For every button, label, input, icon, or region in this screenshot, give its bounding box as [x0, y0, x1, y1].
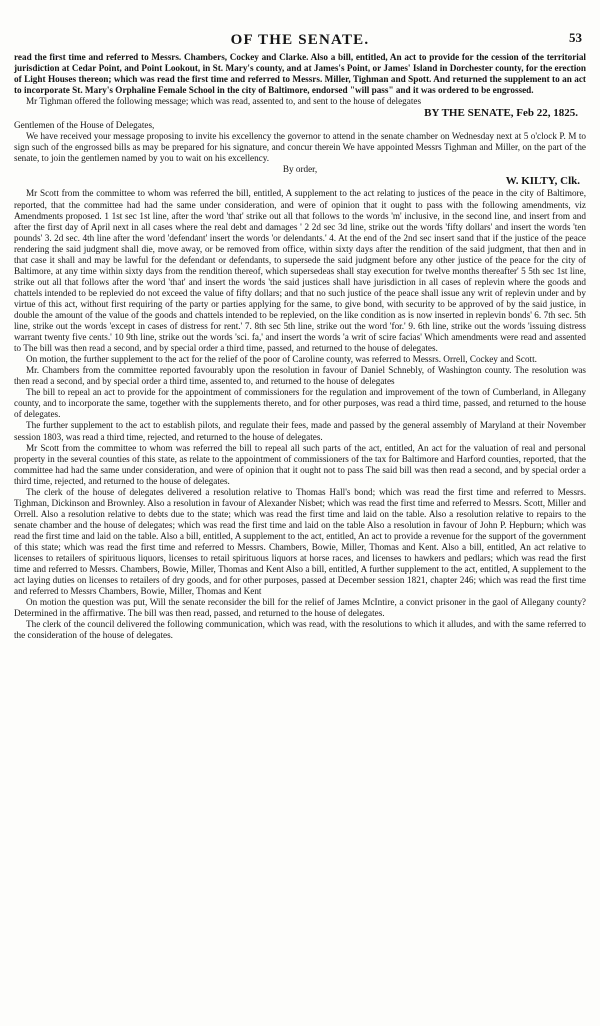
- dateline: BY THE SENATE, Feb 22, 1825.: [424, 107, 578, 120]
- by-order: By order,: [282, 164, 318, 175]
- page-header: [14, 26, 586, 52]
- paragraph-tighman-message: Mr Tighman offered the following message; which was read, assented to, and sent to the house of delegates: [26, 96, 422, 107]
- paragraph-cession-bill: read the first time and referred to Messrs. Chambers, Cockey and Clarke. Also a bill, entitled, An act to provide for the cession of the territorial jurisdiction at Cedar Point, and Point Lookout, in St. Mary's county, and at James's Point, or James' Island in Dorchester county, for the erection of Light Houses thereon; which was read the first time and referred to Messrs. Miller, Tighman and Spott. And returned the supplement to an act to incorporate St. Mary's Orphaline Female School in the city of Baltimore, endorsed "will pass" and it was ordered to be engrossed.: [14, 52, 586, 96]
- paragraph-governor-message: We have received your message proposing to invite his excellency the governor to attend in the senate chamber on Wednesday next at 5 o'clock P. M to sign such of the engrossed bills as may be prepared for his signature, and concur therein We have appointed Messrs Tighman and Miller, on the part of the senate, to join the gentlemen named by you to wait on his excellency.: [14, 131, 586, 164]
- page-number: 53: [569, 30, 582, 45]
- paragraph-pilots-supplement: The further supplement to the act to establish pilots, and regulate their fees, made and passed by the general assembly of Maryland at their November session 1803, was read a third time, rejected, and returned to the house of delegates.: [14, 420, 586, 442]
- paragraph-caroline-poor: On motion, the further supplement to the act for the relief of the poor of Caroline county, was referred to Messrs. Orrell, Cockey and Scott.: [26, 354, 537, 365]
- paragraph-mcintire-reconsider: On motion the question was put, Will the senate reconsider the bill for the relief of James McIntire, a convict prisoner in the gaol of Allegany county? Determined in the affirmative. The bill was then read, passed, and returned to the house of delegates.: [14, 597, 586, 619]
- paragraph-schnebly-resolution: Mr. Chambers from the committee reported favourably upon the resolution in favour of Daniel Schnebly, of Washington county. The resolution was then read a second, and by special order a third time, assented to, and returned to the house of delegates: [14, 365, 586, 387]
- clerk-signature: W. KILTY, Clk.: [505, 175, 580, 188]
- paragraph-valuation-bill: Mr Scott from the committee to whom was referred the bill to repeal all such parts of the act, entitled, An act for the valuation of real and personal property in the several counties of this state, as relate to the appointment of commissioners of the tax for Baltimore and Harford counties, reported, that the committee had had the same under consideration, and were of opinion that it ought not to pass The said bill was then read a second, and by special order a third time, rejected, and returned to the house of delegates.: [14, 442, 586, 486]
- paragraph-cumberland-bill: The bill to repeal an act to provide for the appointment of commissioners for the regulation and improvement of the town of Cumberland, in Allegany county, and to incorporate the same, together with the supplements thereto, and for other purposes, was read a third time, passed, and returned to the house of delegates.: [14, 387, 586, 420]
- paragraph-justices-amendments: Mr Scott from the committee to whom was referred the bill, entitled, A supplement to the act relating to justices of the peace in the city of Baltimore, reported, that the committee had had the same under consideration, and were of opinion that it ought to pass with the following amendments, viz Amendments proposed. 1 1st sec 1st line, after the word 'that' strike out all that follows to the words 'm' inclusive, in the second line, and insert from and after the first day of April next in all cases where the real debt and damages ' 2 2d sec 3d line, strike out the words 'fifty dollars' and insert the words 'ten pounds' 3. 2d sec. 4th line after the word 'defendant' insert the words 'or delendants.' 4. At the end of the 2nd sec insert sand that if the justice of the peace rendering the said judgment shall die, move away, or be removed from office, within sixty days after the rendition of the said judgment, that then and in that case it shall and may be lawful for the defendant or defendants, to supersede the said judgment before any other justice of the peace for the city of Baltimore, at any time within sixty days from the rendition thereof, which supersedeas shall stay execution for twelve months thereafter' 5 5th sec 1st line, strike out all that follows after the word 'that' and insert the words 'the said justices shall have jurisdiction in all cases of replevin where the goods and chattels intended to be replevied do not exceed the value of fifty dollars; and that no such justice of the peace shall issue any writ of replevin under and by virtue of this act, without first requiring of the party or parties applying for the same, to give bond, with security to be approved of by the said justice, in double the amount of the value of the goods and chattels intended to be replevied, on the like condition as is now inserted in replevin bonds' 6. 7th sec. 5th line, strike out the words 'except in cases of distress for rent.' 7. 8th sec 5th line, strike out the word 'for.' 9. 6th line, strike out the words 'issuing distress warrant twenty five cents.' 10 9th line, strike out the words 'sci. fa,' and insert the words 'a writ of scire facias' Which amendments were read and assented to The bill was then read a second, and by special order a third time, passed, and returned to the house of delegates.: [14, 188, 586, 354]
- salutation: Gentlemen of the House of Delegates,: [14, 120, 155, 131]
- paragraph-council-communication: The clerk of the council delivered the following communication, which was read, with the resolutions to which it alludes, and with the same referred to the consideration of the house of delegates.: [14, 619, 586, 641]
- running-head: OF THE SENATE.: [230, 32, 370, 48]
- document-body: [14, 52, 586, 641]
- paragraph-clerk-resolutions: The clerk of the house of delegates delivered a resolution relative to Thomas Hall's bond; which was read the first time and referred to Messrs. Tighman, Dickinson and Brownley. Also a resolution in favour of Alexander Nisbet; which was read the first time and referred to Messrs. Scott, Miller and Orrell. Also a resolution relative to debts due to the state; which was read the first time and laid on the table. Also a resolution relative to repairs to the senate chamber and the house of delegates; which was read the first time and laid on the table Also a resolution in favour of John P. Hepburn; which was read the first time and laid on the table. Also a bill, entitled, A supplement to the act, entitled, An act to provide a revenue for the support of the government of this state; which was read the first time and referred to Messrs. Chambers, Bowie, Miller, Thomas and Kent. Also a bill, entitled, An act relative to licenses to retailers of spirituous liquors, licenses to retail spirituous liquors at horse races, and licenses to hawkers and pedlars; which was read the first time and referred to Messrs. Chambers, Bowie, Miller, Thomas and Kent Also a bill, entitled, A further supplement to the act, entitled, A supplement to the act laying duties on licenses to retailers of dry goods, and for other purposes, passed at December session 1821, chapter 246; which was read the first time and referred to Messrs Chambers, Bowie, Miller, Thomas and Kent: [14, 486, 586, 597]
